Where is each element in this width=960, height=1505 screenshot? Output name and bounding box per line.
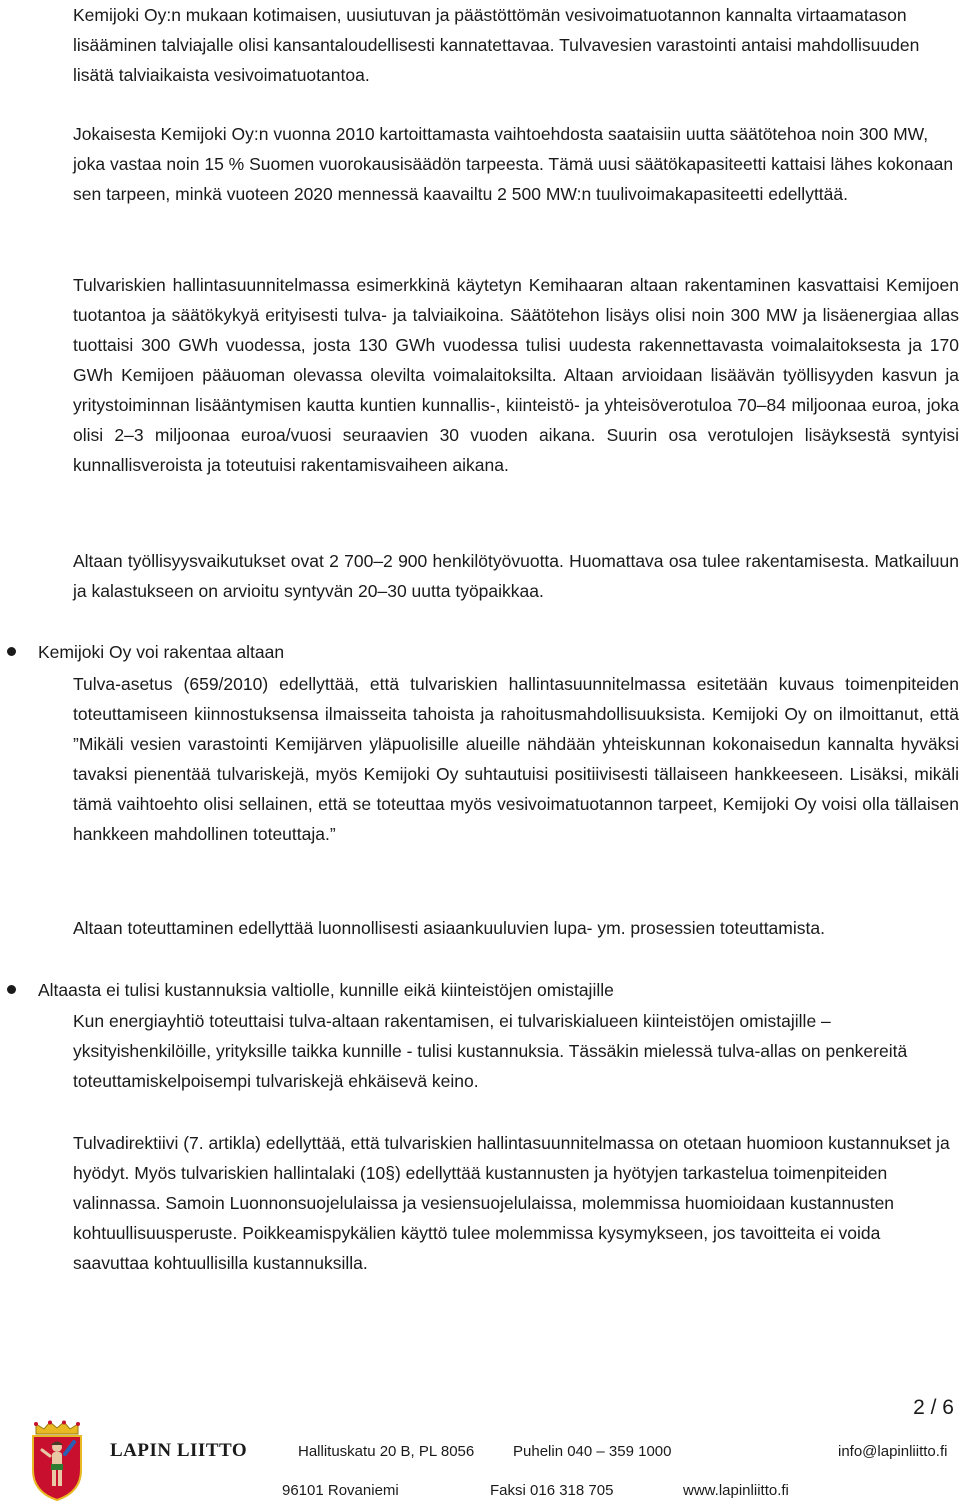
- footer-city: 96101 Rovaniemi: [282, 1482, 399, 1499]
- intro-paragraph-3: Tulvariskien hallintasuunnitelmassa esimerkkinä käytetyn Kemihaaran altaan rakentaminen kasvattaisi Kemijoen tuotantoa ja säätökykyä erityisesti tulva- ja talviaikoina. Säätötehon lisäys olisi noin 300 MW ja lisäenergiaa allas tuottaisi 300 GWh vuodessa, josta 130 GWh vuodessa tulisi uudesta rakennettavasta voimalaitoksesta ja 170 GWh Kemijoen pääuoman olevassa olevilta voimalaitoksilta. Altaan arvioidaan lisäävän työllisyyden kasvun ja yritystoiminnan lisääntymisen kautta kuntien kunnallis-, kiinteistö- ja yhteisöverotuloa 70–84 miljoonaa euroa, joka olisi 2–3 miljoonaa euroa/vuosi seuraavien 30 vuoden aikana. Suurin osa verotulojen lisäyksestä syntyisi kunnallisveroista ja toteutuisi rakentamisvaiheen aikana.: [73, 275, 959, 475]
- bullet-icon: [7, 985, 16, 994]
- page-number: 2 / 6: [913, 1396, 954, 1419]
- footer-fax: Faksi 016 318 705: [490, 1482, 614, 1499]
- lapland-crest-icon: [28, 1420, 86, 1502]
- bullet-heading-2: Altaasta ei tulisi kustannuksia valtiolle, kunnille eikä kiinteistöjen omistajille: [38, 980, 614, 1000]
- bullet-2-paragraph-1: Kun energiayhtiö toteuttaisi tulva-altaan rakentamisen, ei tulvariskialueen kiinteistöjen omistajille – yksityishenkilöille, yrityksille taikka kunnille - tulisi kustannuksia. Tässäkin mielessä tulva-allas on penkereitä toteuttamiskelpoisempi tulvariskejä ehkäisevä keino.: [73, 1011, 908, 1091]
- footer: [0, 1418, 960, 1505]
- footer-brand: LAPIN LIITTO: [110, 1440, 248, 1461]
- intro-paragraph-4: Altaan työllisyysvaikutukset ovat 2 700–2 900 henkilötyövuotta. Huomattava osa tulee rakentamisesta. Matkailuun ja kalastukseen on arvioitu syntyvän 20–30 uutta työpaikkaa.: [73, 551, 959, 601]
- intro-paragraph-1: Kemijoki Oy:n mukaan kotimaisen, uusiutuvan ja päästöttömän vesivoimatuotannon kannalta virtaamatason lisääminen talviajalle olisi kansantaloudellisesti kannatettavaa. Tulvavesien varastointi antaisi mahdollisuuden lisätä talviaikaista vesivoimatuotantoa.: [73, 5, 920, 85]
- intro-paragraph-2: Jokaisesta Kemijoki Oy:n vuonna 2010 kartoittamasta vaihtoehdosta saataisiin uutta säätötehoa noin 300 MW, joka vastaa noin 15 % Suomen vuorokausisäädön tarpeesta. Tämä uusi säätökapasiteetti kattaisi lähes kokonaan sen tarpeen, minkä vuoteen 2020 mennessä kaavailtu 2 500 MW:n tuulivoimakapasiteetti edellyttää.: [73, 124, 954, 204]
- bullet-1-paragraph-1: Tulva-asetus (659/2010) edellyttää, että tulvariskien hallintasuunnitelmassa esitetään kuvaus toimenpiteiden toteuttamiseen kiinnostuksensa ilmaisseita tahoista ja rahoitusmahdollisuuksista. Kemijoki Oy on ilmoittanut, että ”Mikäli vesien varastointi Kemijärven yläpuolisille alueille nähdään yhteiskunnan kokonaisedun kannalta hyväksi tavaksi pienentää tulvariskejä, myös Kemijoki Oy suhtautuisi positiivisesti tällaiseen hankkeeseen. Lisäksi, mikäli tämä vaihtoehto olisi sellainen, että se toteuttaa myös vesivoimatuotannon tarpeet, Kemijoki Oy voisi olla tällaisen hankkeen mahdollinen toteuttaja.”: [73, 674, 959, 844]
- footer-email-link[interactable]: info@lapinliitto.fi: [838, 1443, 948, 1460]
- footer-website-link[interactable]: www.lapinliitto.fi: [683, 1482, 789, 1499]
- footer-address: Hallituskatu 20 B, PL 8056: [298, 1443, 475, 1460]
- footer-phone: Puhelin 040 – 359 1000: [513, 1443, 672, 1460]
- bullet-heading-1: Kemijoki Oy voi rakentaa altaan: [38, 642, 285, 662]
- bullet-icon: [7, 647, 16, 656]
- bullet-2-paragraph-2: Tulvadirektiivi (7. artikla) edellyttää, että tulvariskien hallintasuunnitelmassa on otetaan huomioon kustannukset ja hyödyt. Myös tulvariskien hallintalaki (10§) edellyttää kustannusten ja hyötyjen tarkastelua toimenpiteiden valinnassa. Samoin Luonnonsuojelulaissa ja vesiensuojelulaissa, molemmissa huomioidaan kustannusten kohtuullisuusperuste. Poikkeamispykälien käyttö tulee molemmissa kysymykseen, jos tavoitteita ei voida saavuttaa kohtuullisilla kustannuksilla.: [73, 1133, 950, 1273]
- bullet-1-paragraph-2: Altaan toteuttaminen edellyttää luonnollisesti asiaankuuluvien lupa- ym. prosessien toteuttamista.: [73, 918, 825, 938]
